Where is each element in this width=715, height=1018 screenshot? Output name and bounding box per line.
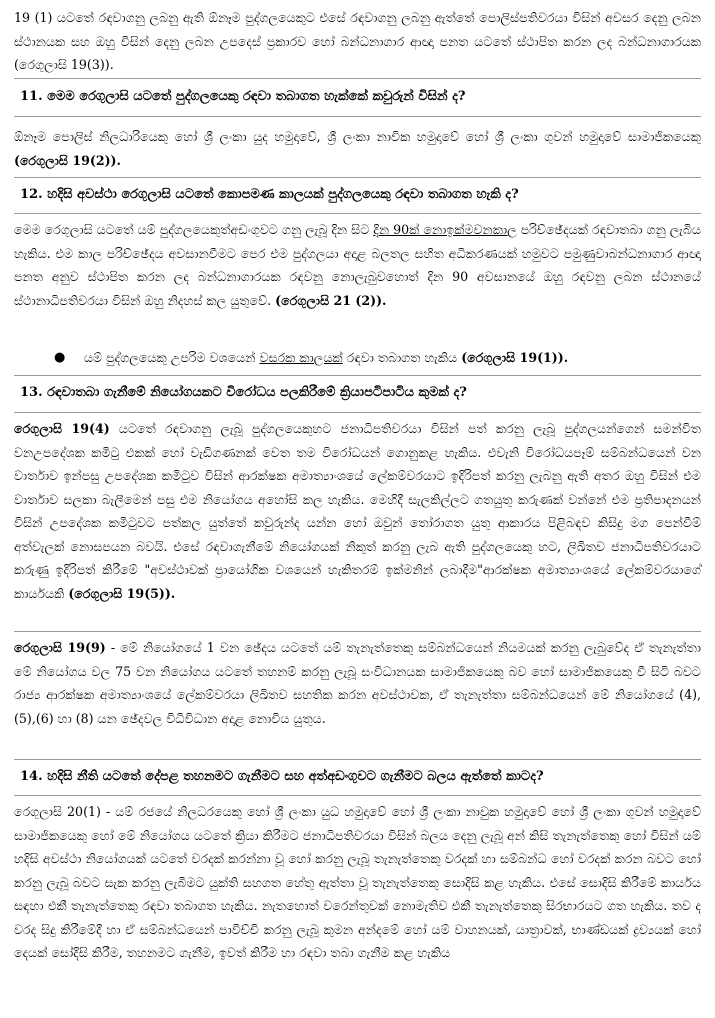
regulation-reference: (රෙගුලාසි 19(1)). xyxy=(461,350,569,365)
bullet-icon: ● xyxy=(54,350,66,365)
divider xyxy=(14,631,701,632)
question-12-heading: 12. හදිසි අවස්ථා රෙගුලාසි යටතේ කොපමණ කාලයක් පුද්ගලයෙකු රඳවා තබාගත හැකි ද? xyxy=(20,187,519,202)
divider xyxy=(14,78,701,79)
regulation-reference: රෙගුලාසි 19(4) xyxy=(14,421,110,436)
paragraph-text: 19 (1) යටතේ රඳවාගනු ලබනු ඇති ඕනෑම පුද්ගලයෙකුට එසේ රඳවාගනු ලබනු ඇත්තේ පොලිස්පතිවරයා විසින් අවසර දෙනු ලබන ස්ථානයක සහ ඔහු විසින් දෙනු ලබන උපදෙස් ප්‍රකාරව හෝ බන්ධනාගාර ආඥා පනත යටතේ ස්ථාපිත කරන ලද බන්ධනාගාරයක xyxy=(14,10,701,49)
divider xyxy=(14,412,701,413)
bullet-item xyxy=(14,347,701,369)
paragraph-text: - මේ නියෝගයේ 1 වන ඡේදය යටතේ යම් තැනැත්තෙකු සම්බන්ධයෙන් නියමයක් කරනු ලැබුවේද ඒ තැනැත්තා මේ නියෝගය වල 75 වන නියෝගය යටතේ තහනම් කරනු ලැබූ සංවිධානයක සාමාජිකයෙකු බව හෝ සාමාජිකයෙකු වී සිටි බවට රාජ්‍ය ආරක්ෂක අමාත්‍යාංශයේ ලේකම්වරයා ලිඛිතව සහතික කරන අවස්ථාවක, ඒ තැනැත්තා සම්බන්ධයෙන් මේ නියෝගයේ (4),(5),(6) හා (8) යන ඡේදවල විධිවිධාන අදාළ නොවිය යුතුය. xyxy=(14,640,701,726)
bullet-text: රඳවා තබාගත හැකිය xyxy=(342,350,462,365)
regulation-reference: (රෙගුලාසි 21 (2)). xyxy=(275,292,387,308)
paragraph-text: පරිච්ඡේදයක් රඳවාතබා ගනු ලැබිය හැකිය. එම කාල පරිච්ඡේදය අවසානවීමට පෙර එම පුද්ගලයා අදාළ බලතල සහිත අධිකරණයක් හමුවට පමුණුවාබන්ධනාගාර ආඥා පනත අනුව ස්ථාපිත කරන ලද බන්ධනාගාරයක රඳවනු නොලැබුවහොත් දින 90 අවසානයේ ඔහු රඳවනු ලබන ස්ථානයේ ස්ථානාධිපතිවරයා විසින් ඔහු නිදහස් කල යුතුවේ. xyxy=(14,222,701,308)
paragraph-text: යම් රජයේ නිලධරයෙකු හෝ ශ්‍රී ලංකා යුධ හමුදාවේ හෝ ශ්‍රී ලංකා නාවුක හමුදාවේ හෝ ශ්‍රී ලංකා ගුවන් හමුදාවේ සාමාජිකයෙකු හෝ මේ නියෝගය යටතේ ක්‍රියා කිරීමට ජනාධිපතිවරයා විසින් බලය දෙනු ලැබූ අන් කිසි තැනැත්තෙකු හෝ විසින් යම් හදිසි අවස්ථා නියෝගයක් යටතේ වරදක් කරන්නා වූ හෝ කරනු ලැබූ තැනැත්තෙකු වරදක් හා සම්බන්ධ හෝ වරදක් කරන බවට හෝ කරනු ලැබූ බවට සැක කරනු ලැබීමට යුක්ති සහගත හේතු ඇත්තා වූ තැනැත්තෙකු සොදිසි කළ හැකිය. එසේ සොදිසි කිරීමේ කාර්යය සඳහා එකී තැනැත්තෙකු රඳවා තබාගත හැකිය. නැතහොත් වරෙන්තුවක් නොමැතිව එකී තැනැත්තෙකු සිරභාරයට ගත හැකිය. තව ද වරද සිදු කිරීමේදී හා ඒ සම්බන්ධයෙන් පාවිච්චි කරනු ලැබූ කුමන අන්දමේ හෝ යම් වාහනයක්, යාත්‍රාවක්, භාණ්ඩයක් ද්‍රව්‍යයක් හෝ දෙයක් සෝදිසි කිරීම, තහනමට ගැනීම, ඉවත් කිරීම හා රඳවා තබා ගැනීම කළ හැකිය xyxy=(14,804,701,960)
question-13-heading: 13. රඳවාතබා ගැනීමේ නියෝගයකට විරෝධය පලකිරීමේ ක්‍රියාපටිපාටිය කුමක් ද? xyxy=(20,385,467,400)
underlined-text: දින 90ක් නොඉක්මවනකාල xyxy=(373,222,517,237)
paragraph-text: ඕනෑම පොලිස් නිලධාරියෙකු හෝ ශ්‍රී ලංකා යුද හමුදාවේ, ශ්‍රී ලංකා නාවික හමුදාවේ හෝ ශ්‍රී ලංකා ගුවන් හමුදාවේ සාමාජිකයෙකු xyxy=(14,129,701,144)
paragraph-regulation-19-3 xyxy=(14,6,701,74)
divider xyxy=(14,177,701,178)
divider xyxy=(14,759,701,760)
divider xyxy=(14,116,701,117)
regulation-reference: (රෙගුලාසි 19(3)). xyxy=(14,57,114,72)
question-11-heading: 11. මෙම රෙගුලාසි යටතේ පුද්ගලයෙකු රඳවා තබාගත හැක්කේ කවුරුන් විසින් ද? xyxy=(20,89,466,104)
answer-14-paragraph xyxy=(14,800,701,1018)
underlined-text: වසරක කාලයක් xyxy=(259,350,343,365)
divider xyxy=(14,375,701,376)
regulation-reference: (රෙගුලාසි 19(2)). xyxy=(14,152,121,168)
paragraph-text: යටතේ රඳවාගනු ලැබූ පුද්ගලයෙකුහට ජනාධිපතිවරයා විසින් පත් කරනු ලැබූ පුද්ගලයන්ගෙන් සමන්විත වනඋපදේශක කමිටු එකක් හෝ වැඩිගණනක් වෙත තම විරෝධයන් ගොනුකළ හැකිය. එවැනි විරෝධයපෑම් සම්බන්ධයෙන් වන වාර්තාව ඉන්පසු උපදේශක කමිටුව විසින් ආරක්ෂක අමාත්‍යාංශයේ ලේකම්වරයාට ඉදිරිපත් කරනු ලැබනු ඇති අතර ඔහු විසින් එම වාර්තාව සලකා බැලීමෙන් පසු එම නියෝගය අහෝසි කල හැකිය. මෙහිදී සැලකිල්ලට ගතයුතු කරුණක් වන්නේ එම ප්‍රතිපාදනයන් විසින් උපදේශක කමිටුවට පත්කල යුත්තේ කවුරුන්ද යන්න හෝ ඔවුන් තෝරාගත යුතු ආකාරය පිළිබඳව කිසිදු මග පෙන්වීම් අත්වැලක් නොසපයන බවයි. එසේ රඳවාගැනීමේ නියෝගයක් නිකුත් කරනු ලැබ ඇති පුද්ගලයෙකු හට, ලිඛිතව ජනාධිපතිවරයාට කරුණු ඉදිරිපත් කිරීමේ "අවස්ථාවක් ප්‍රායෝගික වශයෙන් හැකිතරම් ඉක්මනින් ලබාදීම"ආරක්ෂක අමාත්‍යාංශයේ ලේකම්වරයාගේ කාර්යයකි xyxy=(14,421,701,601)
divider xyxy=(14,795,701,796)
bullet-text: යම් පුද්ගලයෙකු උපරිම වශයෙන් xyxy=(84,350,260,365)
paragraph-text: මෙම රෙගුලාසි යටතේ යම් පුද්ගලයෙකුත්අඩංගුවට ගනු ලැබූ දින සිට xyxy=(14,222,374,237)
question-14-heading: 14. හදිසි නීති යටතේ දේපළ තහනමට ගැනීමට සහ අත්අඩංගුවට ගැනීමට බලය ඇත්තේ කාටද? xyxy=(20,769,544,784)
regulation-reference: රෙගුලාසි 19(9) xyxy=(14,640,106,655)
divider xyxy=(14,213,701,214)
regulation-reference: රෙගුලාසි 20(1) - xyxy=(14,804,111,819)
answer-11-paragraph xyxy=(14,125,701,171)
regulation-reference: (රෙගුලාසි 19(5)). xyxy=(68,585,176,601)
regulation-19-9-paragraph xyxy=(14,636,701,753)
answer-12-paragraph xyxy=(14,218,701,335)
answer-13-paragraph xyxy=(14,417,701,627)
